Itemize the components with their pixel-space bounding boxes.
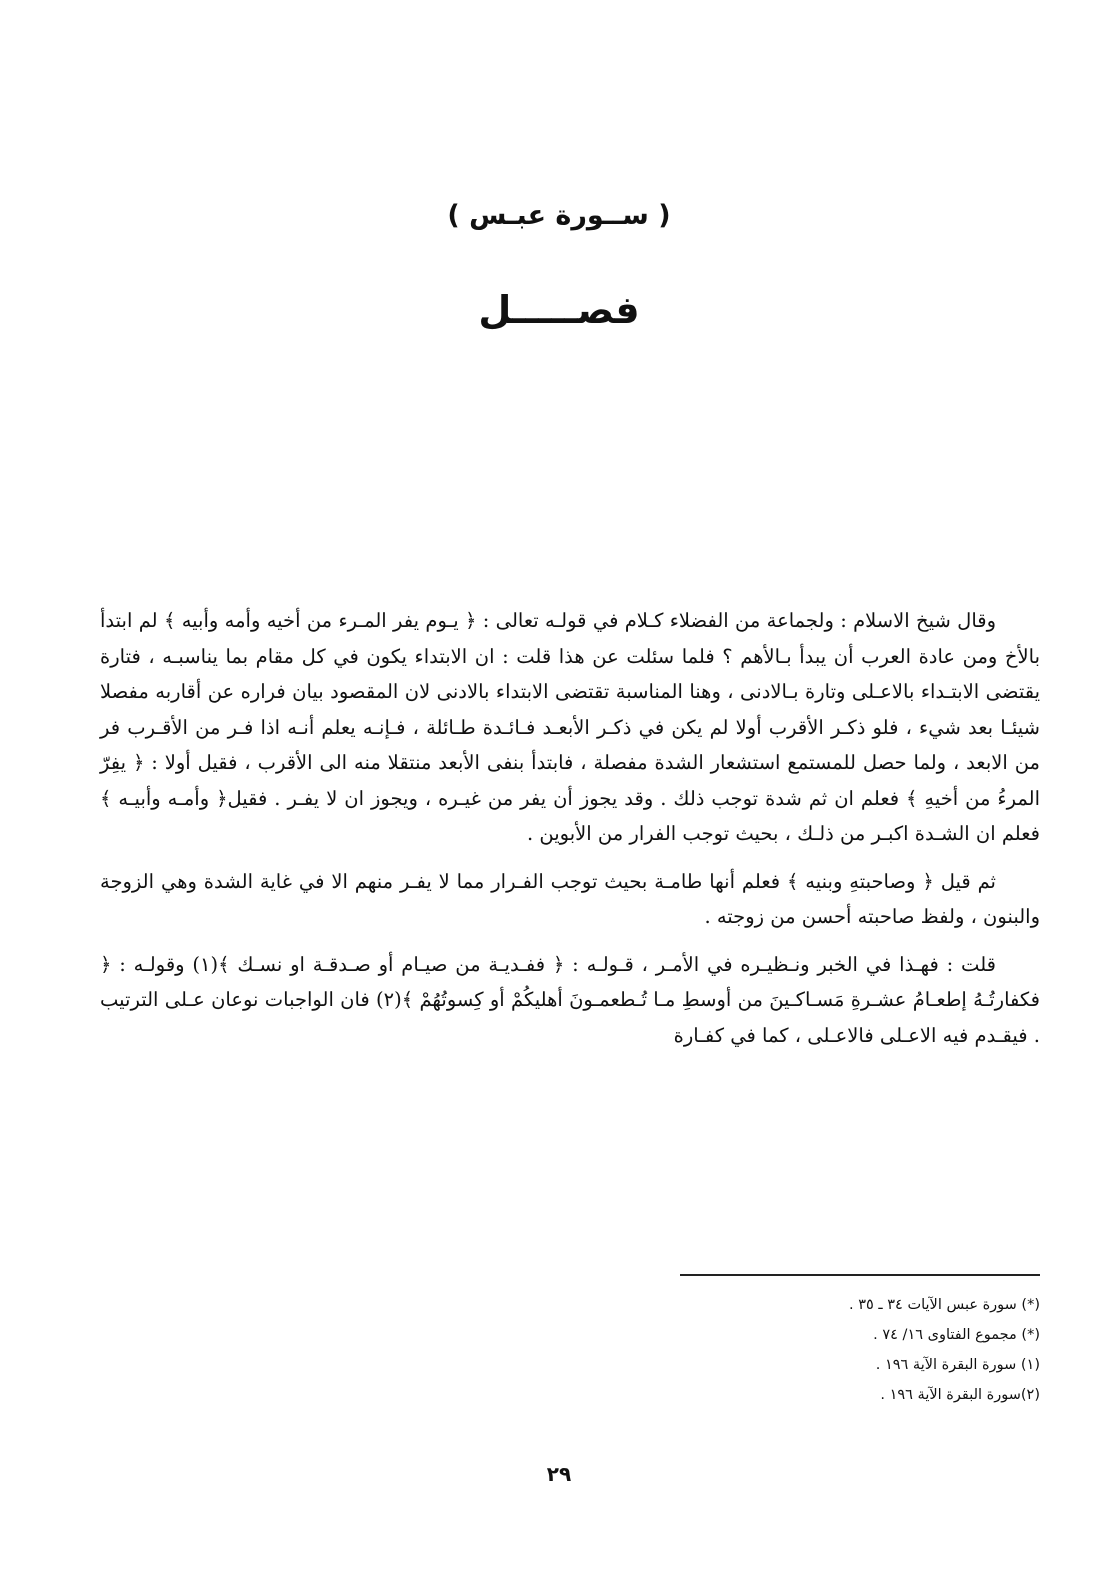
- footnote-item: (١) سورة البقرة الآية ١٩٦ .: [875, 1357, 1040, 1373]
- footnote-item: (*) سورة عبس الآيات ٣٤ ـ ٣٥ .: [849, 1297, 1040, 1313]
- page-number: ٢٩: [546, 1462, 572, 1486]
- footnote-divider: [680, 1274, 1040, 1276]
- section-title: فصـــــل: [478, 288, 640, 332]
- footnote-item: (*) مجموع الفتاوى ١٦/ ٧٤ .: [873, 1327, 1040, 1343]
- body-text: [100, 603, 1040, 1065]
- paragraph-1: وقال شيخ الاسلام : ولجماعة من الفضلاء كـلام في قولـه تعالى : ﴿ يـوم يفر المـرء من أخيه وأمه وأبيه ﴾ لم ابتدأ بالأخ ومن عادة العرب أن يبدأ بـالأهم ؟ فلما سئلت عن هذا قلت : ان الابتداء يكون في كل مقام بما يناسبـه ، فتارة يقتضى الابتـداء بالاعـلى وتارة بـالادنى ، وهنا المناسبة تقتضى الابتداء بالادنى لان المقصود بيان فراره عن أقاربه مفصلا شيئـا بعد شيء ، فلو ذكـر الأقرب أولا لم يكن في ذكـر الأبعـد فـائـدة طـائلة ، فـإنـه يعلم أنـه اذا فـر من الأقـرب فر من الابعد ، ولما حصل للمستمع استشعار الشدة مفصلة ، فابتدأ بنفى الأبعد منتقلا منه الى الأقرب ، فقيل أولا : ﴿ يفِرّ المرءُ من أخيهِ ﴾ فعلم ان ثم شدة توجب ذلك . وقد يجوز أن يفر من غيـره ، ويجوز ان لا يفـر . فقيل﴿ وأمـه وأبيـه ﴾فعلم ان الشـدة اكبـر من ذلـك ، بحيث توجب الفرار من الأبوين .: [100, 609, 1040, 845]
- paragraph-3: قلت : فهـذا في الخبر ونـظيـره في الأمـر ، قـولـه : ﴿ ففـديـة من صيـام أو صـدقـة او نسـك ﴾(١) وقولـه : ﴿ فكفارتُـهُ إطعـامُ عشـرةِ مَسـاكـينَ من أوسطِ مـا تُـطعمـونَ أهليكُمْ أو كِسوتُهُمْ ﴾(٢) فان الواجبات نوعان عـلى الترتيب . فيقـدم فيه الاعـلى فالاعـلى ، كما في كفـارة: [100, 952, 1040, 1047]
- footnotes: [600, 1290, 1040, 1410]
- paragraph-2: ثم قيل ﴿ وصاحبتهِ وبنيه ﴾ فعلم أنها طامـة بحيث توجب الفـرار مما لا يفـر منهم الا في غاية الشدة وهي الزوجة والبنون ، ولفظ صاحبته أحسن من زوجته .: [100, 869, 1040, 928]
- surah-title: ( ســورة عبـس ): [447, 200, 671, 231]
- footnote-item: (٢)سورة البقرة الآية ١٩٦ .: [880, 1387, 1040, 1403]
